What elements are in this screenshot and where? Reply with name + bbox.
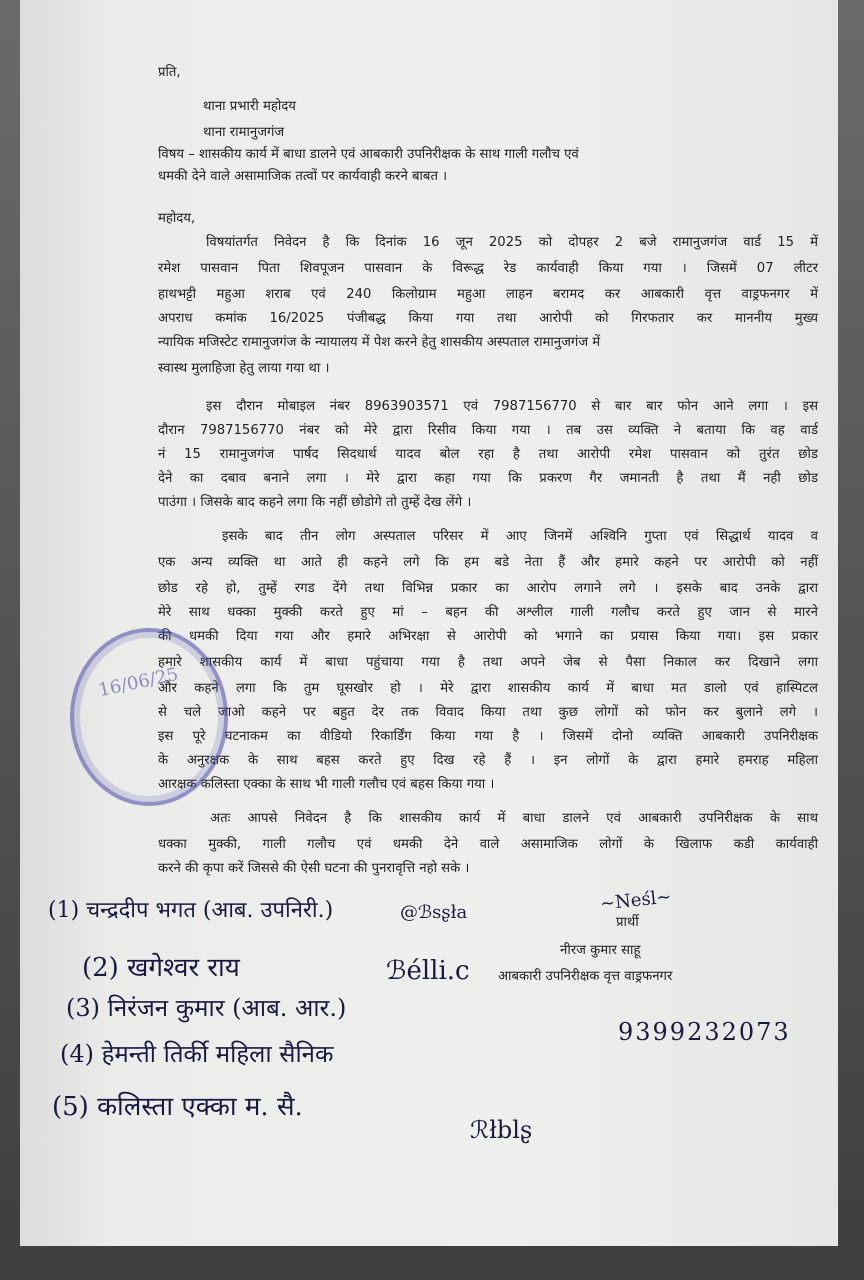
para3-line: इस पूरे घटनाकम का वीडियो रिकार्डिंग किया गया है । जिसमें दोनो व्यक्ति आबकारी उपनिरीक्षक [158, 729, 818, 744]
letter-page [20, 0, 838, 1246]
para1-line: स्वास्थ मुलाहिजा हेतु लाया गया था । [158, 361, 330, 376]
para3-line: एक अन्य व्यक्ति था आते ही कहने लगे कि हम बडे नेता हैं और हमारे कहने पर आरोपी को नहीं [158, 555, 818, 570]
seal-date: 16/06/25 [96, 663, 181, 702]
witness-5: (5) कलिस्ता एक्का म. सै. [52, 1092, 303, 1122]
witness-4: (4) हेमन्ती तिर्की महिला सैनिक [60, 1040, 334, 1068]
addressee-line-1: थाना प्रभारी महोदय [203, 99, 296, 114]
para3-line: इसके बाद तीन लोग अस्पताल परिसर में आए जिनमें अश्विनि गुप्ता एवं सिद्धार्थ यादव व [222, 529, 818, 544]
para1-line: न्यायिक मजिस्टेट रामानुजगंज के न्यायालय में पेश करने हेतु शासकीय अस्पताल रामानुजगंज में [158, 335, 601, 350]
para2-line: देने का दबाव बनाने लगा । मेरे द्वारा कहा गया कि प्रकरण गैर जमानती है तथा मैं नही छोड [158, 471, 818, 486]
para2-line: दौरान 7987156770 नंबर को मेरे द्वारा रिसीव किया गया । तब उस व्यक्ति ने बताया कि वह वार्ड [158, 423, 818, 438]
official-seal-stamp [70, 628, 228, 806]
subject-line-2: धमकी देने वाले असामाजिक तत्वों पर कार्यवाही करने बाबत । [158, 169, 448, 184]
witness-2-signature: ℬélli.c [386, 956, 470, 986]
para3-line: और कहने लगा कि तुम घूसखोर हो । मेरे द्वारा शासकीय कार्य में बाधा मत डालो एवं हास्पिटल [158, 681, 818, 696]
para3-line: आरक्षक कलिस्ता एक्का के साथ भी गाली गलौच एवं बहस किया गया । [158, 777, 495, 792]
letter-to: प्रति, [158, 65, 181, 80]
applicant-title: आबकारी उपनिरीक्षक वृत्त वाड्रफनगर [498, 969, 673, 984]
witness-3: (3) निरंजन कुमार (आब. आर.) [66, 994, 347, 1022]
witness-5-signature: ℛłblʂ [470, 1116, 533, 1144]
para3-line: के अनुरक्षक के साथ बहस करते हुए दिख रहे हैं । इन लोगों के द्वारा हमारे हमराह महिला [158, 753, 818, 768]
applicant-signature: ~Neśl~ [599, 886, 673, 915]
para3-line: से चले जाओ कहने पर बहुत देर तक विवाद किया तथा कुछ लोगों को फोन कर बुलाने लगे । [158, 705, 818, 720]
applicant-label: प्रार्थी [616, 915, 639, 930]
witness-2: (2) खगेश्वर राय [82, 953, 240, 983]
para3-line: छोड रहे हो, तुम्हें रगड देंगे तथा विभिन्न प्रकार का आरोप लगाने लगे । इसके बाद उनके द्वारा [158, 581, 818, 596]
witness-1-signature: @ℬsʂła [400, 902, 468, 923]
addressee-line-2: थाना रामानुजगंज [203, 125, 285, 140]
subject-line-1: विषय – शासकीय कार्य में बाधा डालने एवं आबकारी उपनिरीक्षक के साथ गाली गलौच एवं [158, 147, 579, 162]
applicant-name: नीरज कुमार साहू [560, 943, 641, 958]
para3-line: की धमकी दिया गया और हमारे अभिरक्षा से आरोपी को भगाने का प्रयास किया गया। इस प्रकार [158, 629, 818, 644]
para1-line: हाथभट्टी महुआ शराब एवं 240 किलोग्राम महुआ लाहन बरामद कर आबकारी वृत्त वाड्रफनगर में [158, 287, 818, 302]
para2-line: पाउंगा । जिसके बाद कहने लगा कि नहीं छोडोगे तो तुम्हें देख लेंगे । [158, 495, 472, 510]
salutation: महोदय, [158, 211, 196, 226]
para4-line: करने की कृपा करें जिससे की ऐसी घटना की पुनरावृत्ति नहो सके । [158, 861, 470, 876]
para1-line: रमेश पासवान पिता शिवपूजन पासवान के विरूद्ध रेड कार्यवाही किया गया । जिसमें 07 लीटर [158, 261, 818, 276]
handwritten-phone: 9399232073 [618, 1018, 791, 1046]
para1-line: विषयांतर्गत निवेदन है कि दिनांक 16 जून 2025 को दोपहर 2 बजे रामानुजगंज वार्ड 15 में [206, 235, 818, 250]
para1-line: अपराध कमांक 16/2025 पंजीबद्ध किया गया तथा आरोपी को गिरफतार कर माननीय मुख्य [158, 311, 818, 326]
para3-line: मेरे साथ धक्का मुक्की करते हुए मां – बहन की अश्लील गाली गलौच करते हुए जान से मारने [158, 605, 818, 620]
para4-line: धक्का मुक्की, गाली गलौच एवं धमकी देने वाले असामाजिक लोगों के खिलाफ कडी कार्यवाही [158, 837, 818, 852]
para3-line: हमारे शासकीय कार्य में बाधा पहुंचाया गया है तथा अपने जेब से पैसा निकाल कर दिखाने लगा [158, 655, 818, 670]
witness-1: (1) चन्द्रदीप भगत (आब. उपनिरी.) [48, 898, 334, 923]
para2-line: नं 15 रामानुजगंज पार्षद सिदधार्थ यादव बोल रहा है तथा आरोपी रमेश पासवान को तुरंत छोड [158, 447, 818, 462]
para2-line: इस दौरान मोबाइल नंबर 8963903571 एवं 7987156770 से बार बार फोन आने लगा । इस [206, 399, 818, 414]
para4-line: अतः आपसे निवेदन है कि शासकीय कार्य में बाधा डालने एवं आबकारी उपनिरीक्षक के साथ [210, 811, 818, 826]
